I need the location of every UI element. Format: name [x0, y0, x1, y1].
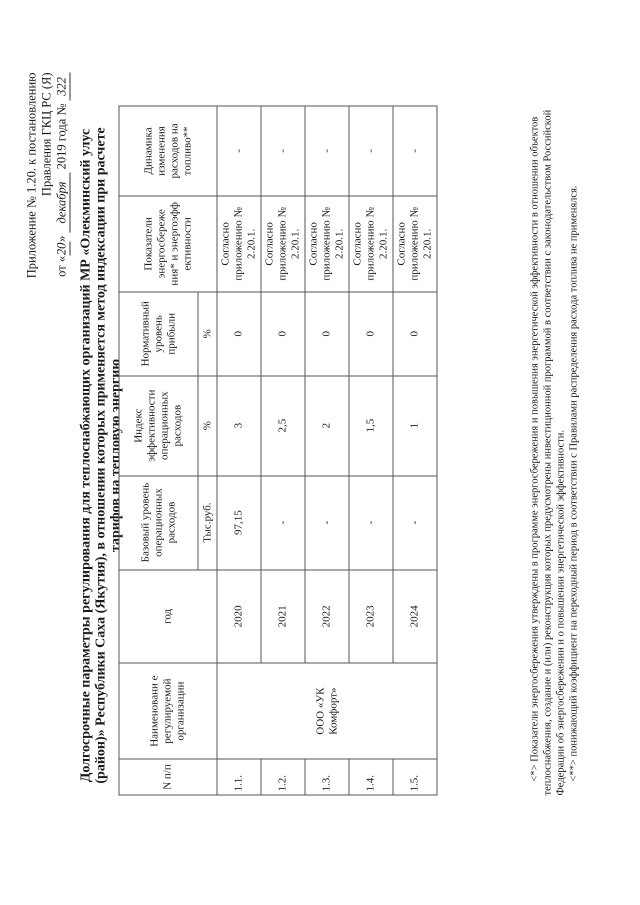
- cell-base: 97,15: [217, 475, 261, 569]
- cell-num: 1.5.: [393, 759, 437, 795]
- footnote-2: <**> понижающий коэффициент на переходный период в соответствии с Правилами распределения расхода топлива не применялся.: [568, 184, 579, 781]
- col-header-org: Наименовани е регулируемой организации: [119, 663, 217, 759]
- cell-energy: Согласно приложению № 2.20.1.: [261, 195, 305, 291]
- unit-profit: %: [198, 291, 217, 375]
- col-header-year: год: [119, 569, 217, 663]
- date-year: 2019 года №: [54, 103, 68, 169]
- date-month: декабря: [54, 172, 70, 232]
- cell-base: -: [393, 475, 437, 569]
- col-header-profit: Нормативный уровень прибыли: [119, 291, 198, 375]
- cell-profit: 0: [349, 291, 393, 375]
- cell-base: -: [261, 475, 305, 569]
- cell-base: -: [305, 475, 349, 569]
- cell-index: 3: [217, 375, 261, 475]
- col-header-dynamic: Динамика изменения расходов на топливо**: [119, 106, 217, 196]
- date-number: 322: [54, 72, 70, 100]
- cell-profit: 0: [305, 291, 349, 375]
- footnote-1: <*> Показатели энергосбережения утверждены в программе энергосбережения и повышения энергетической эффективности в отношении объектов теплоснабжения, создание и (или) реконструкция которых предусмотрены инвестиционной программой в соответствии с законодательством Российской Федерации об энергосбережении и о повышении энергетической эффективности.: [529, 109, 566, 795]
- unit-base: Тыс.руб.: [198, 475, 217, 569]
- cell-org-name: ООО «УК Комфорт»: [217, 663, 437, 759]
- date-prefix: от: [54, 264, 68, 277]
- cell-index: 2: [305, 375, 349, 475]
- col-header-index: Индекс эффективности операционных расходов: [119, 375, 198, 475]
- cell-year: 2024: [393, 569, 437, 663]
- cell-profit: 0: [217, 291, 261, 375]
- cell-year: 2020: [217, 569, 261, 663]
- cell-energy: Согласно приложению № 2.20.1.: [393, 195, 437, 291]
- col-header-base: Базовый уровень операционных расходов: [119, 475, 198, 569]
- cell-dynamic: -: [393, 106, 437, 196]
- cell-base: -: [349, 475, 393, 569]
- cell-num: 1.1.: [217, 759, 261, 795]
- cell-year: 2021: [261, 569, 305, 663]
- cell-num: 1.3.: [305, 759, 349, 795]
- appendix-line-2: Правления ГКЦ РС (Я): [39, 72, 53, 196]
- appendix-line-1: Приложение № 1.20. к постановлению: [24, 72, 38, 278]
- cell-profit: 0: [393, 291, 437, 375]
- cell-dynamic: -: [349, 106, 393, 196]
- table-row: [217, 106, 261, 795]
- cell-num: 1.2.: [261, 759, 305, 795]
- col-header-energy: Показатели энергосбереже ния* и энергоэфф ективности: [119, 195, 217, 291]
- appendix-date-line: от «20» декабря 2019 года № 322: [54, 72, 70, 412]
- cell-index: 2,5: [261, 375, 305, 475]
- date-day: 20: [54, 242, 68, 255]
- cell-year: 2023: [349, 569, 393, 663]
- cell-energy: Согласно приложению № 2.20.1.: [217, 195, 261, 291]
- table-header-row: [119, 106, 198, 795]
- cell-year: 2022: [305, 569, 349, 663]
- appendix-header: [24, 72, 70, 412]
- cell-dynamic: -: [261, 106, 305, 196]
- cell-energy: Согласно приложению № 2.20.1.: [349, 195, 393, 291]
- unit-index: %: [198, 375, 217, 475]
- cell-dynamic: -: [217, 106, 261, 196]
- cell-index: 1: [393, 375, 437, 475]
- footnotes: [528, 75, 580, 795]
- cell-energy: Согласно приложению № 2.20.1.: [305, 195, 349, 291]
- cell-num: 1.4.: [349, 759, 393, 795]
- cell-profit: 0: [261, 291, 305, 375]
- document-title: Долгосрочные параметры регулирования для теплоснабжающих организаций МР «Олекминский улус (район)» Республики Саха (Якутия), в отношении которых применяется метод индексации при расчете тарифов на тепловую энергию: [78, 126, 123, 784]
- cell-index: 1,5: [349, 375, 393, 475]
- cell-dynamic: -: [305, 106, 349, 196]
- col-header-num: N п/п: [119, 759, 217, 795]
- parameters-table: [118, 105, 437, 795]
